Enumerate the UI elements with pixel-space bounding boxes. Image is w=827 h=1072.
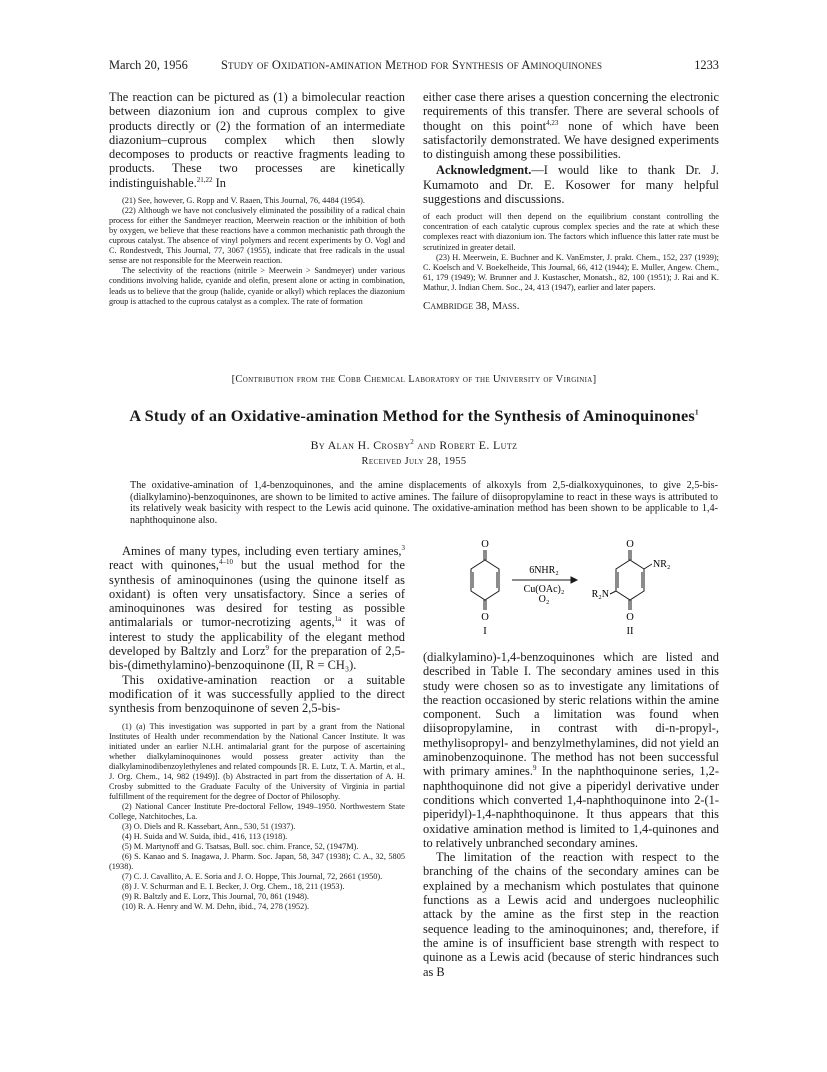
mechanism-paragraph: The limitation of the reaction with respect to the branching of the chains of the secondary amines can be explained by a mechanism which postulates that quinone functions as a Lewis acid and undergoes nucleophilic attack by the amine as the first step in the reaction sequence leading to the aminoquinones; and, therefore, if the amine is of insufficient base strength with respect to quinone as a Lewis acid (because of steric hindrances such as B <box>423 850 719 979</box>
reagent-copper-acetate: Cu(OAc)₂ <box>523 584 565 595</box>
page-number: 1233 <box>694 58 719 72</box>
footnote-2: (2) National Cancer Institute Pre-doctoral Fellow, 1949–1950. Northwestern State College, Natchitoches, La. <box>109 801 405 821</box>
body-left-column <box>109 544 405 912</box>
oxygen-label: O <box>481 612 489 623</box>
results-paragraph: (dialkylamino)-1,4-benzoquinones which are listed and described in Table I. The secondary amines used in this study were chosen so as to investigate any limitations of the reaction occasioned by steric relations within the amine component. Such a limitation was found when diisopropylamine, in contrast with di-n-propyl-, methylisopropyl- and benzylmethylamines, did not yield an aminobenzoquinone. The method has not been successful with primary amines.$^9$ In the naphthoquinone series, 1,2-naphthoquinone did not give a piperidyl derivative under conditions which converted 1,4-naphthoquinone into 2-(1-piperidyl)-1,4-naphthoquinone. It thus appears that this oxidative amination method is limited to 1,4-quinones and to relatively unbranched secondary amines. <box>423 650 719 850</box>
oxygen-label: O <box>626 539 634 550</box>
oxygen-label: O <box>481 539 489 550</box>
quinone-II-structure <box>610 550 652 610</box>
dialkylamino-substituent: R₂N <box>591 589 609 600</box>
body-right-column <box>423 650 719 979</box>
article-authors: By Alan H. Crosby$^2$ and Robert E. Lutz <box>310 438 518 452</box>
abstract: The oxidative-amination of 1,4-benzoquinones, and the amine displacements of alkoxyls from 2,5-dialkoxyquinones, to give 2,5-bis-(dialkylamino)-benzoquinones, are shown to be limited to active amines. The failure of diisopropylamine to react in these ways is attributed to its relatively weak basicity with respect to the Lewis acid quinone. The oxidative-amination method has been shown to be applicable to 1,4-naphthoquinone also. <box>130 480 718 526</box>
reagent-oxygen: O₂ <box>538 594 550 605</box>
acknowledgment-heading: Acknowledgment. <box>436 163 532 178</box>
footnote-7: (7) C. J. Cavallito, A. E. Soria and J. O. Hoppe, This Journal, 72, 2661 (1950). <box>122 872 383 882</box>
acknowledgment: Acknowledgment.—I would like to thank Dr. J. Kumamoto and Dr. E. Kosower for many helpful suggestions and discussions. <box>423 163 719 207</box>
running-header <box>109 58 719 76</box>
footnote-22-end: of each product will then depend on the equilibrium constant controlling the concentration of each catalytic cuprous complex species and the rate at which these complexes react with diazonium ion. The factors which influence this latter rate must be scrutinized in greater detail. <box>423 212 719 252</box>
author-lutz: Robert E. Lutz <box>439 438 518 452</box>
prev-article-right-column <box>423 90 719 313</box>
reagent-amine: 6NHR₂ <box>529 565 559 576</box>
quinone-I-structure <box>471 550 499 610</box>
prev-article-left-column <box>109 90 405 307</box>
footnote-4: (4) H. Suida and W. Suida, ibid., 416, 113 (1918). <box>122 832 288 842</box>
article-footnotes <box>109 722 405 913</box>
footnote-9: (9) R. Baltzly and E. Lorz, This Journal, 70, 861 (1948). <box>122 892 309 902</box>
second-paragraph: This oxidative-amination reaction or a suitable modification of it was successfully applied to the direct synthesis from benzoquinone of seven 2,5-bis- <box>109 672 405 716</box>
footnote-8: (8) J. V. Schurman and E. I. Becker, J. Org. Chem., 18, 211 (1953). <box>122 882 345 892</box>
footnote-10: (10) R. A. Henry and W. M. Dehn, ibid., 74, 278 (1952). <box>122 902 310 912</box>
prev-article-paragraph: The reaction can be pictured as (1) a bimolecular reaction between diazonium ion and cuprous complex to give products directly or (2) the formation of an intermediate diazonium–cuprous complex which then slowly decomposes to products or reactive fragments leading to products. These two processes are kinetically indistinguishable.$^{21,22}$ In <box>109 90 405 190</box>
contribution-line: [Contribution from the Cobb Chemical Laboratory of the University of Virginia] <box>231 374 597 385</box>
author-location: Cambridge 38, Mass. <box>423 299 520 312</box>
reaction-arrow <box>512 577 577 583</box>
dialkylamino-substituent: NR₂ <box>653 559 671 570</box>
compound-label-II: II <box>626 626 634 637</box>
article-title: A Study of an Oxidative-amination Method for the Synthesis of Aminoquinones$^1$ <box>129 406 699 425</box>
footnote-22-continued: The selectivity of the reactions (nitrile > Meerwein > Sandmeyer) under various conditions involving halide, cyanide and olefin, present alone or acting in combination, leads us to believe that the group (halide, cyanide or alkyl) which replaces the diazonium group is attached to the cuprous catalyst as a complex. The rate of formation <box>109 266 405 306</box>
compound-label-I: I <box>483 626 487 637</box>
received-date: Received July 28, 1955 <box>361 456 467 467</box>
reaction-scheme <box>426 536 720 644</box>
issue-date: March 20, 1956 <box>109 58 188 72</box>
footnote-3: (3) O. Diels and R. Kassebart, Ann., 530, 51 (1937). <box>122 822 296 832</box>
prev-article-footnotes-right <box>423 212 719 292</box>
footnote-22: (22) Although we have not conclusively eliminated the possibility of a radical chain process for either the Sandmeyer reaction, Meerwein reaction or the inhibition of both by oxygen, we believe that these reactions have a common mechanistic path through the cuprous catalyst. The absence of vinyl polymers and recent experiments by O. Vogl and C. Rondestvedt, This Journal, 77, 3067 (1955), indicate that free radicals in the usual sense are not responsible for the Meerwein reaction. <box>109 206 405 266</box>
author-crosby: Alan H. Crosby <box>327 438 411 452</box>
footnote-1: (1) (a) This investigation was supported in part by a grant from the National Institutes of Health under recommendation by the National Cancer Institute. It was initiated under an earlier N.I.H. antimalarial grant for the purpose of ascertaining whether dialkylaminoquinones would possess greater activity than the dialkylaminodibenzoylethylenes and related compounds [R. E. Lutz, T. A. Martin, et al., J. Org. Chem., 14, 982 (1949)]. (b) Abstracted in part from the dissertation of A. H. Crosby submitted to the Graduate Faculty of the University of Virginia in partial fulfillment of the requirement for the degree of Doctor of Philosophy. <box>109 721 405 801</box>
prev-article-footnotes <box>109 196 405 307</box>
footnote-21: (21) See, however, G. Ropp and V. Raaen, This Journal, 76, 4484 (1954). <box>122 196 366 206</box>
running-title: Study of Oxidation-amination Method for Synthesis of Aminoquinones <box>221 58 603 72</box>
footnote-5: (5) M. Martynoff and G. Tsatsas, Bull. soc. chim. France, 52, (1947M). <box>122 842 359 852</box>
intro-paragraph: Amines of many types, including even tertiary amines,$^3$ react with quinones,$^{4-10}$ but the usual method for the synthesis of aminoquinones (using the quinone itself as oxidant) is often very unsatisfactory. Since a series of aminoquinones was desired for testing as possible antimalarials or tumor-necrotizing agents,$^{1a}$ it was of interest to study the applicability of the elegant method developed by Baltzly and Lorz$^9$ for the preparation of 2,5-bis-(dimethylamino)-benzoquinone (II, R = CH₃). <box>109 543 405 673</box>
footnote-23: (23) H. Meerwein, E. Buchner and K. VanEmster, J. prakt. Chem., 152, 237 (1939); C. Koelsch and V. Boekelheide, This Journal, 66, 412 (1944); E. Muller, Angew. Chem., 61, 179 (1949); W. Brunner and J. Kustascher, Monatsh., 82, 100 (1951); J. Rai and K. Mathur, J. Indian Chem. Soc., 24, 413 (1947), earlier and later papers. <box>423 252 719 292</box>
prev-article-paragraph-right: either case there arises a question concerning the electronic requirements of this transfer. There are several schools of thought on this point$^{4,23}$ none of which have been satisfactorily demonstrated. We have designed experiments to distinguish among these possibilities. <box>423 90 719 162</box>
footnote-6: (6) S. Kanao and S. Inagawa, J. Pharm. Soc. Japan, 58, 347 (1938); C. A., 32, 5805 (1938). <box>109 852 405 872</box>
oxygen-label: O <box>626 612 634 623</box>
